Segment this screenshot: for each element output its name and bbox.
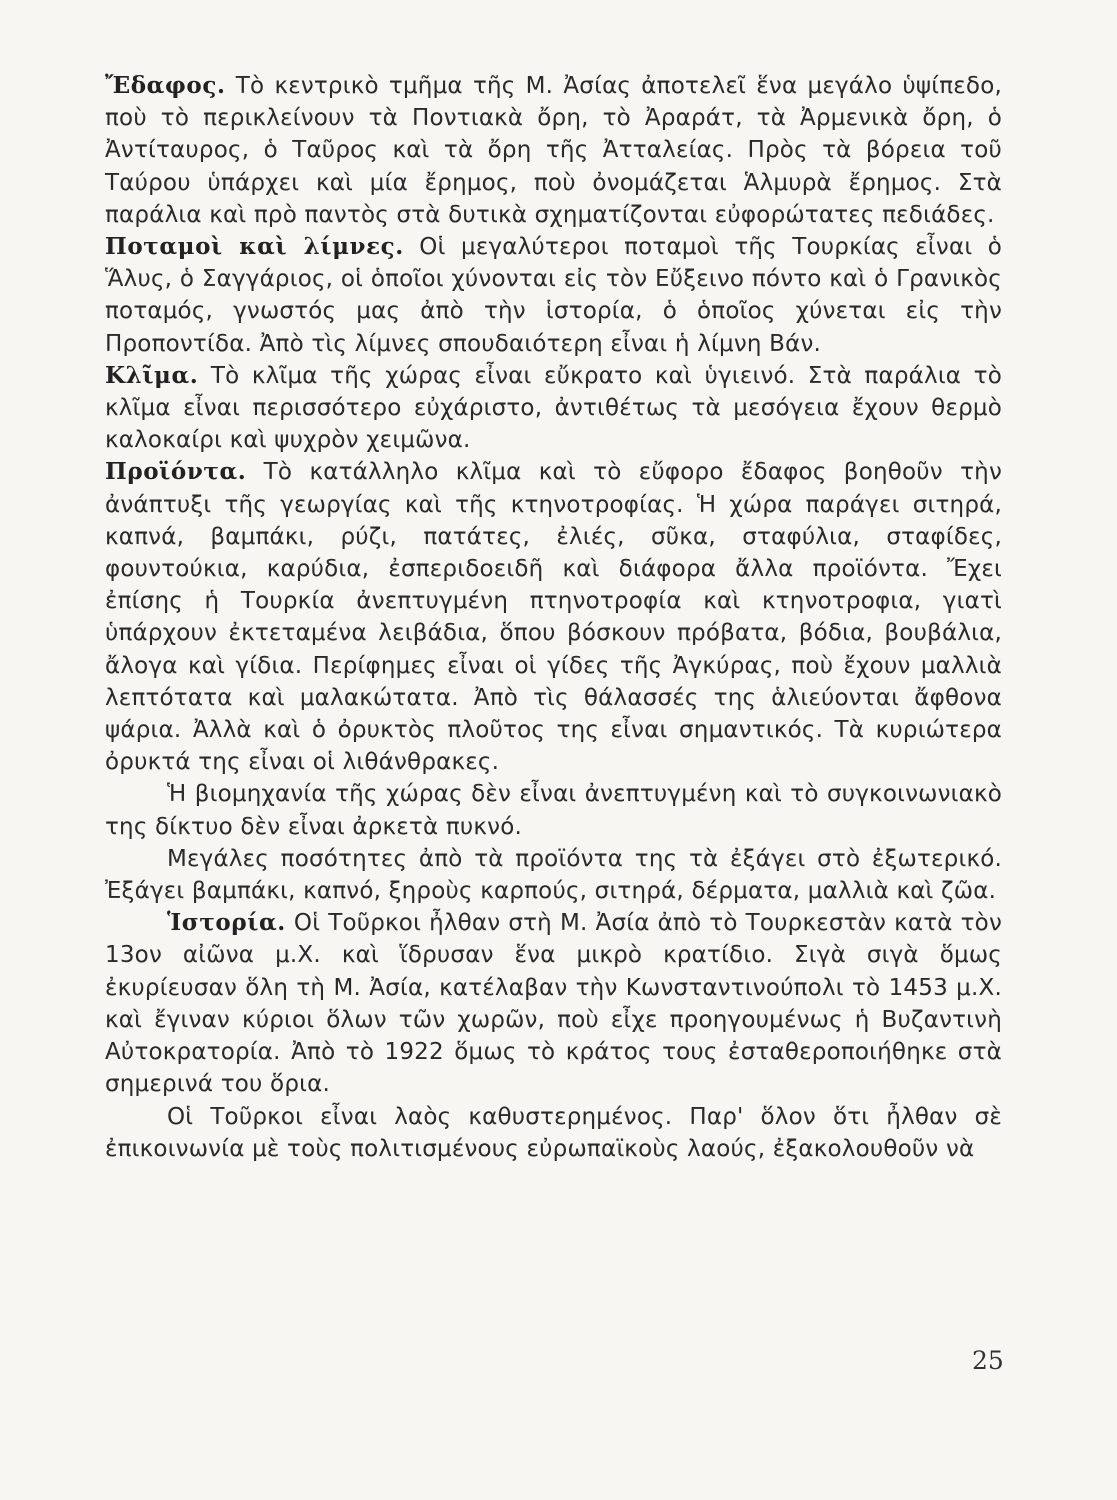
page-text bbox=[105, 70, 1002, 1165]
paragraph-history bbox=[105, 907, 1002, 1100]
paragraph-rivers-lakes bbox=[105, 231, 1002, 360]
paragraph-products bbox=[105, 456, 1002, 778]
heading-climate: Κλῖμα. bbox=[105, 361, 199, 389]
paragraph-products-text: Τὸ κατάλληλο κλῖμα καὶ τὸ εὔφορο ἔδαφος βοηθοῦν τὴν ἀνάπτυξι τῆς γεωργίας καὶ τῆς κτηνοτροφίας. Ἡ χώρα παράγει σιτηρά, καπνά, βαμπάκι, ρύζι, πατάτες, ἐλιές, σῦκα, σταφύλια, σταφίδες, φουντούκια, καρύδια, ἐσπεριδοειδῆ καὶ διάφορα ἄλλα προϊόντα. Ἔχει ἐπίσης ἡ Τουρκία ἀνεπτυγμένη πτηνοτροφία καὶ κτηνοτροφια, γιατὶ ὑπάρχουν ἐκτεταμένα λειβάδια, ὅπου βόσκουν πρόβατα, βόδια, βουβάλια, ἄλογα καὶ γίδια. Περίφημες εἶναι οἱ γίδες τῆς Ἀγκύρας, ποὺ ἔχουν μαλλιὰ λεπτότατα καὶ μαλακώτατα. Ἀπὸ τὶς θάλασσές της ἁλιεύονται ἄφθονα ψάρια. Ἀλλὰ καὶ ὁ ὀρυκτὸς πλοῦτος της εἶναι σημαντικός. Τὰ κυριώτερα ὀρυκτά της εἶναι οἱ λιθάνθρακες. bbox=[105, 459, 1002, 776]
page-number: 25 bbox=[972, 1346, 1004, 1375]
heading-rivers-lakes: Ποταμοὶ καὶ λίμνες. bbox=[105, 233, 404, 261]
heading-soil: Ἔδαφος. bbox=[105, 72, 226, 99]
paragraph-soil-text: Τὸ κεντρικὸ τμῆμα τῆς Μ. Ἀσίας ἀποτελεῖ ἕνα μεγάλο ὑψίπεδο, ποὺ τὸ περικλείνουν τὰ Ποντιακὰ ὄρη, τὸ Ἀραράτ, τὰ Ἀρμενικὰ ὄρη, ὁ Ἀντίταυρος, ὁ Ταῦρος καὶ τὰ ὄρη τῆς Ἀτταλείας. Πρὸς τὰ βόρεια τοῦ Ταύρου ὑπάρχει καὶ μία ἔρημος, ποὺ ὀνομάζεται Ἁλμυρὰ ἔρημος. Στὰ παράλια καὶ πρὸ παντὸς στὰ δυτικὰ σχηματίζονται εὐφορώτατες πεδιάδες. bbox=[105, 73, 1002, 228]
paragraph-climate bbox=[105, 360, 1002, 457]
paragraph-industry: Ἡ βιομηχανία τῆς χώρας δὲν εἶναι ἀνεπτυγμένη καὶ τὸ συγκοινωνιακὸ της δίκτυο δὲν εἶναι ἀρκετὰ πυκνό. bbox=[105, 781, 1002, 840]
paragraph-rivers-lakes-text: Οἱ μεγαλύτεροι ποταμοὶ τῆς Τουρκίας εἶναι ὁ Ἅλυς, ὁ Σαγγάριος, οἱ ὁποῖοι χύνονται εἰς τὸν Εὔξεινο πόντο καὶ ὁ Γρανικὸς ποταμός, γνωστός μας ἀπὸ τὴν ἱστορία, ὁ ὁποῖος χύνεται εἰς τὴν Προποντίδα. Ἀπὸ τὶς λίμνες σπουδαιότερη εἶναι ἡ λίμνη Βάν. bbox=[105, 234, 1002, 357]
paragraph-climate-text: Τὸ κλῖμα τῆς χώρας εἶναι εὔκρατο καὶ ὑγιεινό. Στὰ παράλια τὸ κλῖμα εἶναι περισσότερο εὐχάριστο, ἀντιθέτως τὰ μεσόγεια ἔχουν θερμὸ καλοκαίρι καὶ ψυχρὸν χειμῶνα. bbox=[105, 362, 1002, 454]
paragraph-history-text: Οἱ Τοῦρκοι ἦλθαν στὴ Μ. Ἀσία ἀπὸ τὸ Τουρκεστὰν κατὰ τὸν 13ον αἰῶνα μ.Χ. καὶ ἵδρυσαν ἕνα μικρὸ κρατίδιο. Σιγὰ σιγὰ ὅμως ἐκυρίευσαν ὅλη τὴ Μ. Ἀσία, κατέλαβαν τὴν Κωνσταντινούπολι τὸ 1453 μ.Χ. καὶ ἔγιναν κύριοι ὅλων τῶν χωρῶν, ποὺ εἶχε προηγουμένως ἡ Βυζαντινὴ Αὐτοκρατορία. Ἀπὸ τὸ 1922 ὅμως τὸ κράτος τους ἐσταθεροποιήθηκε στὰ σημερινά του ὅρια. bbox=[105, 910, 1002, 1098]
paragraph-soil bbox=[105, 70, 1002, 231]
paragraph-exports: Μεγάλες ποσότητες ἀπὸ τὰ προϊόντα της τὰ ἐξάγει στὸ ἐξωτερικό. Ἐξάγει βαμπάκι, καπνό, ξηροὺς καρπούς, σιτηρά, δέρματα, μαλλιὰ καὶ ζῶα. bbox=[105, 845, 1002, 905]
paragraph-people: Οἱ Τοῦρκοι εἶναι λαὸς καθυστερημένος. Παρ' ὅλον ὅτι ἦλθαν σὲ ἐπικοινωνία μὲ τοὺς πολιτισμένους εὐρωπαϊκοὺς λαούς, ἐξακολουθοῦν νὰ bbox=[105, 1103, 1002, 1162]
heading-products: Προϊόντα. bbox=[105, 458, 247, 486]
heading-history: Ἱστορία. bbox=[167, 909, 286, 937]
